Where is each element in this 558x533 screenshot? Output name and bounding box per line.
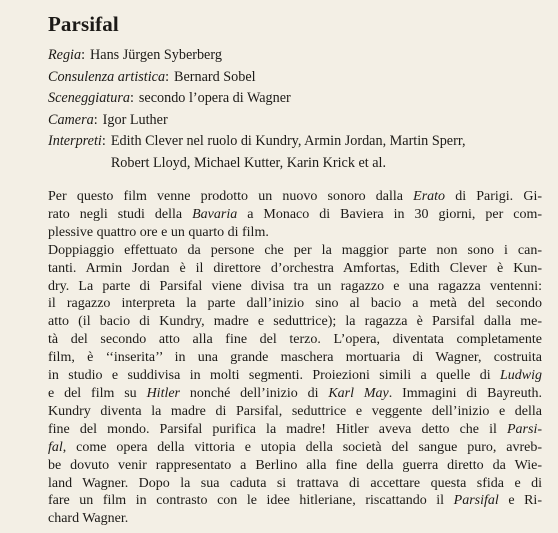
credit-colon: :	[81, 47, 86, 63]
credit-colon: :	[93, 111, 98, 128]
text-line: e del film su Hitler nonché dell’inizio di Karl May. Immagini di Bayreuth.	[48, 385, 542, 401]
text-line: Kundry diventa la madre di Parsifal, seduttrice e veggente dell’inizio e della	[48, 403, 542, 419]
credit-value-lines	[111, 131, 466, 174]
text-line: fare un film in contrasto con le idee hitleriane, riscattando il Parsifal e Ri-	[48, 493, 542, 509]
credit-value: Hans Jürgen Syberberg	[90, 47, 222, 63]
credit-role: Interpreti	[48, 133, 102, 149]
credit-regia	[48, 45, 544, 67]
opera-title: fal	[48, 439, 63, 455]
text-line: be dovuto venir rappresentato a Berlino alla fine della guerra diretto da Wie-	[48, 457, 542, 473]
text-line: rato negli studi della Bavaria a Monaco di Baviera in 30 giorni, per com-	[48, 206, 542, 222]
text-line: film, è ‘‘inserita’’ in una grande maschera mortuaria di Wagner, costruita	[48, 350, 542, 366]
text-line: tanti. Armin Jordan è il direttore d’orchestra Amfortas, Edith Clever è Kun-	[48, 260, 542, 276]
film-title: Ludwig	[499, 368, 542, 384]
credit-role: Consulenza artistica	[48, 68, 166, 85]
text-line: land Wagner. Dopo la sua caduta si trattava di accettare questa sfida e di	[48, 475, 542, 491]
body-text	[48, 188, 542, 528]
credit-role: Regia	[48, 47, 82, 63]
text-line: plessive quattro ore e un quarto di film.	[48, 224, 269, 240]
film-title: Hitler	[146, 385, 181, 401]
credit-interpreti	[48, 131, 544, 174]
credit-colon: :	[129, 90, 134, 106]
company-name: Erato	[413, 189, 446, 204]
opera-title: Parsi-	[507, 421, 542, 437]
credit-consulenza	[48, 67, 544, 89]
credit-sceneggiatura	[48, 88, 544, 110]
text-line: il ragazzo interpreta la parte dall’inizio sino al bacio a metà del secondo	[48, 296, 542, 312]
credit-value: Igor Luther	[102, 111, 168, 128]
text-line: atto (il bacio di Kundry, madre e seduttrice); la ragazza è Parsifal dalla me-	[48, 314, 542, 330]
credit-value-line: Edith Clever nel ruolo di Kundry, Armin Jordan, Martin Sperr,	[110, 133, 466, 149]
text-line: fal, come opera della vittoria e utopia della società del sangue puro, avreb-	[48, 439, 542, 455]
credit-role: Sceneggiatura	[48, 90, 130, 106]
text-line: Doppiaggio effettuato da persone che per la maggior parte non sono i can-	[48, 242, 542, 258]
credit-role: Camera	[48, 111, 94, 128]
credit-colon: :	[165, 68, 170, 85]
credit-value-line: Robert Lloyd, Michael Kutter, Karin Krick et al.	[110, 154, 387, 171]
film-title: Karl May	[328, 385, 389, 401]
page-title: Parsifal	[48, 12, 119, 36]
credit-colon: :	[101, 133, 106, 149]
opera-title: Parsifal	[453, 493, 499, 509]
credit-value: secondo l’opera di Wagner	[138, 90, 291, 106]
credit-camera	[48, 110, 544, 132]
text-line: fine del mondo. Parsifal purifica la madre! Hitler aveva detto che il Parsi-	[48, 421, 542, 437]
text-line: chard Wagner.	[48, 511, 129, 527]
studio-name: Bavaria	[192, 206, 238, 222]
text-line: dry. La parte di Parsifal viene divisa tra un ragazzo e una ragazza ventenni:	[48, 278, 542, 294]
credit-value: Bernard Sobel	[174, 68, 256, 85]
text-line: in studio e suddivisa in molti segmenti. Proiezioni simili a quelle di Ludwig	[48, 368, 542, 384]
text-line: tà del secondo atto alla fine del terzo. L’opera, diventata completamente	[48, 332, 542, 348]
text-line: Per questo film venne prodotto un nuovo sonoro dalla Erato di Parigi. Gi-	[48, 189, 542, 204]
credits-list	[48, 45, 544, 174]
